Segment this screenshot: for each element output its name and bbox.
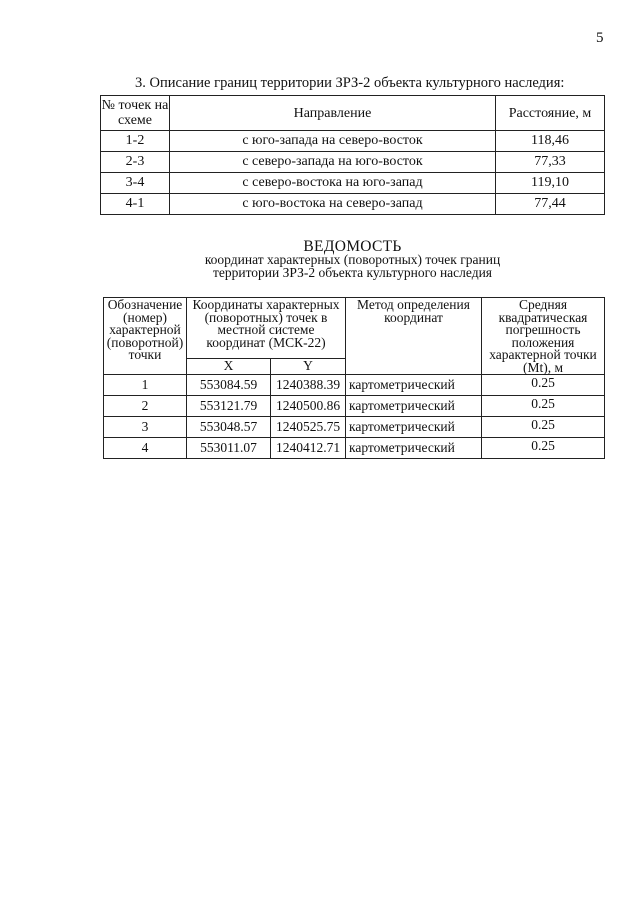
- cell-direction: с северо-запада на юго-восток: [170, 152, 496, 173]
- cell-y: 1240500.86: [271, 396, 346, 417]
- cell-direction: с юго-запада на северо-восток: [170, 131, 496, 152]
- cell-distance: 77,44: [496, 194, 605, 215]
- section-title: 3. Описание границ территории ЗРЗ-2 объекта культурного наследия:: [135, 75, 565, 91]
- table-row: [101, 173, 605, 194]
- cell-point-number: 1: [104, 375, 187, 396]
- cell-point-number: 3: [104, 417, 187, 438]
- statement-title: ВЕДОМОСТЬ: [303, 238, 402, 255]
- statement-subtitle-line1: координат характерных (поворотных) точек границ: [204, 252, 501, 267]
- statement-heading: [100, 240, 605, 279]
- cell-error: 0.25: [482, 375, 605, 396]
- cell-distance: 77,33: [496, 152, 605, 173]
- cell-x: 553121.79: [187, 396, 271, 417]
- cell-error: 0.25: [482, 396, 605, 417]
- cell-point-number: 2: [104, 396, 187, 417]
- header-error: Средняя квадратическая погрешность положения характерной точки (Mt), м: [482, 298, 605, 375]
- cell-point-number: 4: [104, 438, 187, 459]
- table-header-row: [104, 298, 605, 359]
- statement-subtitle-line2: территории ЗРЗ-2 объекта культурного наследия: [212, 265, 493, 280]
- cell-points: 2-3: [101, 152, 170, 173]
- table-header-row: [101, 96, 605, 131]
- cell-x: 553084.59: [187, 375, 271, 396]
- cell-method: картометрический: [346, 396, 482, 417]
- cell-y: 1240525.75: [271, 417, 346, 438]
- cell-y: 1240412.71: [271, 438, 346, 459]
- cell-direction: с северо-востока на юго-запад: [170, 173, 496, 194]
- cell-points: 1-2: [101, 131, 170, 152]
- cell-method: картометрический: [346, 438, 482, 459]
- table-row: [104, 417, 605, 438]
- cell-y: 1240388.39: [271, 375, 346, 396]
- page-number: 5: [596, 30, 604, 46]
- coordinates-table: [103, 297, 605, 459]
- table-row: [101, 194, 605, 215]
- cell-distance: 118,46: [496, 131, 605, 152]
- cell-direction: с юго-востока на северо-запад: [170, 194, 496, 215]
- cell-points: 3-4: [101, 173, 170, 194]
- table-row: [104, 396, 605, 417]
- cell-distance: 119,10: [496, 173, 605, 194]
- cell-method: картометрический: [346, 417, 482, 438]
- header-x: X: [187, 359, 271, 375]
- table-row: [104, 375, 605, 396]
- header-distance: Расстояние, м: [496, 96, 605, 131]
- cell-error: 0.25: [482, 438, 605, 459]
- header-designation: Обозначение (номер) характерной (поворотной) точки: [104, 298, 187, 375]
- header-coordinates: Координаты характерных (поворотных) точек в местной системе координат (МСК-22): [187, 298, 346, 359]
- table-row: [104, 438, 605, 459]
- header-method: Метод определения координат: [346, 298, 482, 375]
- header-y: Y: [271, 359, 346, 375]
- cell-error: 0.25: [482, 417, 605, 438]
- cell-points: 4-1: [101, 194, 170, 215]
- header-direction: Направление: [170, 96, 496, 131]
- header-points: № точек на схеме: [101, 96, 170, 131]
- cell-x: 553048.57: [187, 417, 271, 438]
- table-row: [101, 131, 605, 152]
- table-row: [101, 152, 605, 173]
- boundary-description-table: [100, 95, 605, 215]
- cell-method: картометрический: [346, 375, 482, 396]
- cell-x: 553011.07: [187, 438, 271, 459]
